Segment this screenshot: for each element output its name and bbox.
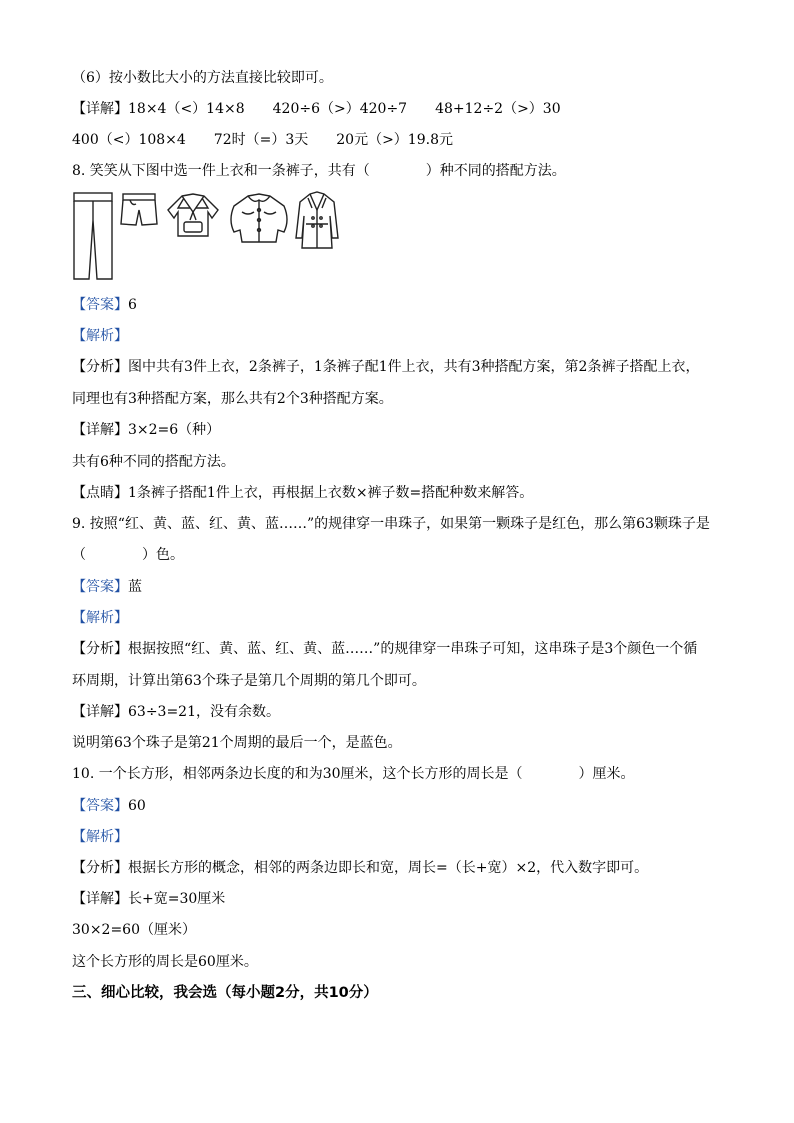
text-line: （ ）色。 [72, 547, 184, 563]
trousers-icon [72, 190, 114, 282]
text-line: 400（<）108×4 72时（=）3天 20元（>）19.8元 [72, 132, 453, 148]
question-10: 10. 一个长方形，相邻两条边长度的和为30厘米，这个长方形的周长是（ ）厘米。 [72, 766, 635, 782]
shorts-icon [120, 190, 158, 230]
jiexi-9: 【解析】 [72, 610, 128, 626]
fenxi-10: 【分析】根据长方形的概念，相邻的两条边即长和宽，周长=（长+宽）×2，代入数字即可。 [72, 860, 649, 876]
dianjing-8: 【点睛】1条裤子搭配1件上衣，再根据上衣数×裤子数=搭配种数来解答。 [72, 485, 534, 501]
question-8: 8. 笑笑从下图中选一件上衣和一条裤子，共有（ ）种不同的搭配方法。 [72, 163, 566, 179]
clothing-figure [72, 190, 342, 282]
answer-9: 【答案】蓝 [72, 579, 142, 595]
answer-10: 【答案】60 [72, 798, 146, 814]
text-line: 同理也有3种搭配方案，那么共有2个3种搭配方案。 [72, 391, 393, 407]
text-line: 环周期，计算出第63个珠子是第几个周期的第几个即可。 [72, 673, 426, 689]
answer-8: 【答案】6 [72, 297, 137, 313]
text-line: 说明第63个珠子是第21个周期的最后一个，是蓝色。 [72, 735, 402, 751]
coat-icon [294, 190, 340, 250]
xiangjie-9: 【详解】63÷3=21，没有余数。 [72, 704, 280, 720]
section-heading: 三、细心比较，我会选（每小题2分，共10分） [72, 985, 378, 1001]
question-9: 9. 按照“红、黄、蓝、红、黄、蓝……”的规律穿一串珠子，如果第一颗珠子是红色，那么第63颗珠子是 [72, 516, 710, 532]
xiangjie-10: 【详解】长+宽=30厘米 [72, 891, 226, 907]
text-line: （6）按小数比大小的方法直接比较即可。 [72, 70, 333, 86]
sailor-top-icon [162, 190, 224, 240]
text-line: 【详解】18×4（<）14×8 420÷6（>）420÷7 48+12÷2（>）30 [72, 101, 561, 117]
jiexi-10: 【解析】 [72, 829, 128, 845]
jiexi-8: 【解析】 [72, 328, 128, 344]
fenxi-9: 【分析】根据按照“红、黄、蓝、红、黄、蓝……”的规律穿一串珠子可知，这串珠子是3个颜色一个循 [72, 641, 698, 657]
blouse-icon [226, 190, 292, 246]
text-line: 共有6种不同的搭配方法。 [72, 454, 235, 470]
xiangjie-8: 【详解】3×2=6（种） [72, 422, 221, 438]
text-line: 30×2=60（厘米） [72, 922, 196, 938]
text-line: 这个长方形的周长是60厘米。 [72, 954, 258, 970]
fenxi-8: 【分析】图中共有3件上衣，2条裤子，1条裤子配1件上衣，共有3种搭配方案，第2条裤子搭配上衣， [72, 359, 700, 375]
